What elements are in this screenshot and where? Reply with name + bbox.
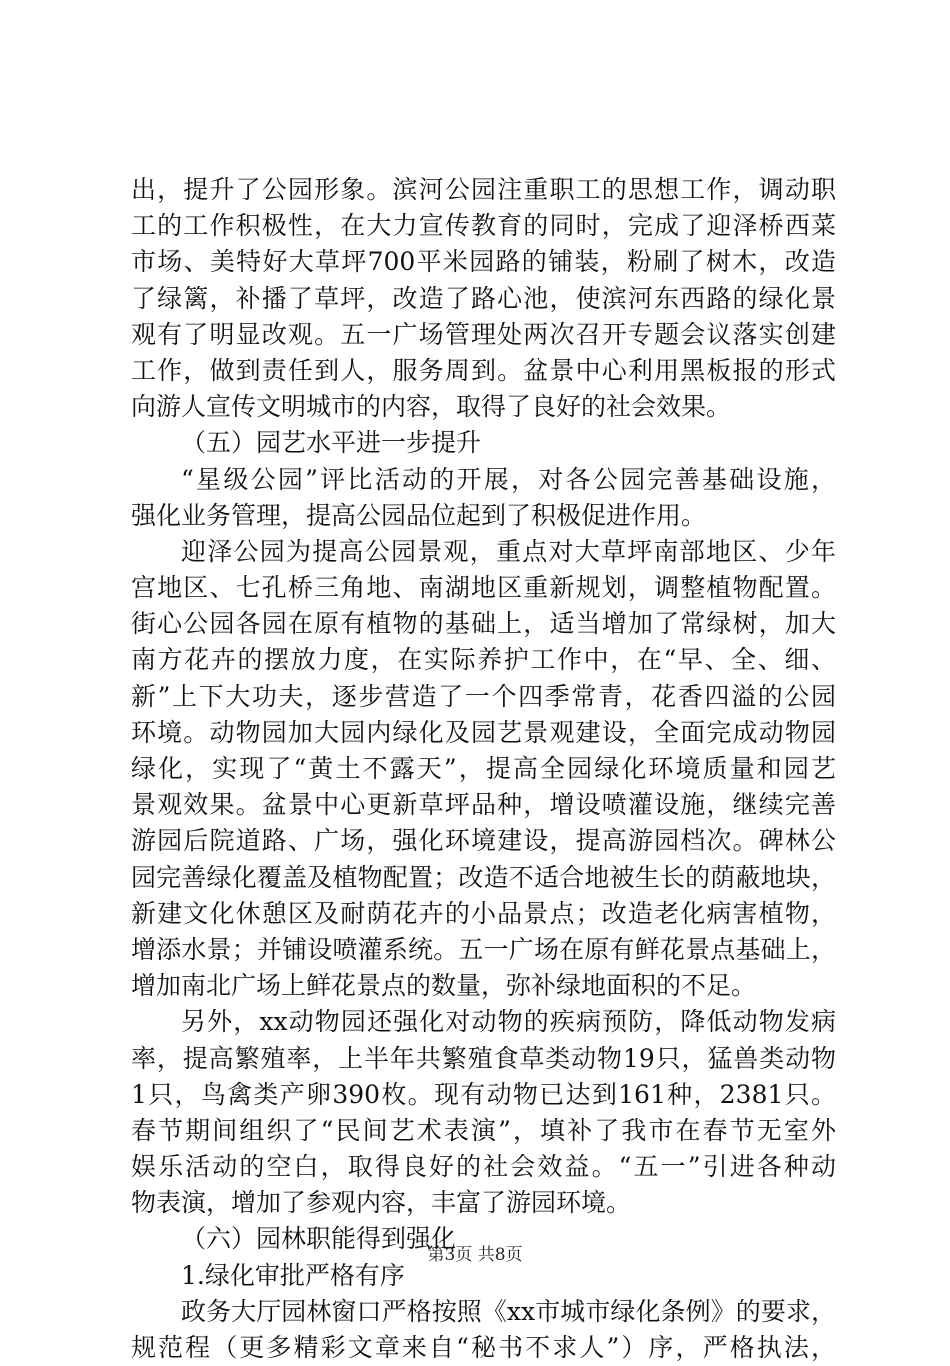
text-line: 强化业务管理，提高公园品位起到了积极促进作用。: [131, 500, 707, 530]
document-body: [131, 172, 836, 1366]
text-line: 新建文化休憩区及耐荫花卉的小品景点；改造老化病害植物，: [131, 898, 836, 928]
text-line: 向游人宣传文明城市的内容，取得了良好的社会效果。: [131, 392, 732, 422]
subsection-heading: 1.绿化审批严格有序: [181, 1260, 405, 1290]
text-line: 增添水景；并铺设喷灌系统。五一广场在原有鲜花景点基础上，: [131, 934, 836, 964]
text-line: 另外，xx动物园还强化对动物的疾病预防，降低动物发病: [181, 1007, 836, 1037]
text-line: 春节期间组织了“民间艺术表演”，填补了我市在春节无室外: [131, 1115, 836, 1145]
text-line: 游园后院道路、广场，强化环境建设，提高游园档次。碑林公: [131, 826, 836, 856]
text-line: 南方花卉的摆放力度，在实际养护工作中，在“早、全、细、: [131, 645, 836, 675]
text-line: 物表演，增加了参观内容，丰富了游园环境。: [131, 1188, 632, 1218]
text-line: 工作，做到责任到人，服务周到。盆景中心利用黑板报的形式: [131, 355, 836, 385]
text-line: “星级公园”评比活动的开展，对各公园完善基础设施，: [181, 464, 836, 494]
text-line: 率，提高繁殖率，上半年共繁殖食草类动物19只，猛兽类动物: [131, 1043, 836, 1073]
text-line: 宫地区、七孔桥三角地、南湖地区重新规划，调整植物配置。: [131, 573, 836, 603]
text-line: 绿化，实现了“黄土不露天”，提高全园绿化环境质量和园艺: [131, 754, 836, 783]
text-line: 了绿篱，补播了草坪，改造了路心池，使滨河东西路的绿化景: [131, 283, 836, 313]
text-line: 1只，鸟禽类产卵390枚。现有动物已达到161种，2381只。: [131, 1079, 836, 1109]
text-line: 增加南北广场上鲜花景点的数量，弥补绿地面积的不足。: [131, 971, 757, 1001]
text-line: 环境。动物园加大园内绿化及园艺景观建设，全面完成动物园: [131, 717, 836, 747]
text-line: 观有了明显改观。五一广场管理处两次召开专题会议落实创建: [131, 319, 836, 349]
text-line: 规范程（更多精彩文章来自“秘书不求人”）序，严格执法，: [131, 1333, 836, 1362]
text-line: 景观效果。盆景中心更新草坪品种，增设喷灌设施，继续完善: [131, 790, 836, 820]
text-line: 街心公园各园在原有植物的基础上，适当增加了常绿树，加大: [131, 609, 836, 639]
section-heading: （五）园艺水平进一步提升: [181, 428, 482, 458]
text-line: 娱乐活动的空白，取得良好的社会效益。“五一”引进各种动: [131, 1152, 836, 1182]
text-line: 园完善绿化覆盖及植物配置；改造不适合地被生长的荫蔽地块，: [131, 862, 836, 892]
text-line: 新”上下大功夫，逐步营造了一个四季常青，花香四溢的公园: [131, 681, 836, 711]
text-line: 政务大厅园林窗口严格按照《xx市城市绿化条例》的要求，: [181, 1296, 836, 1326]
section-heading: （六）园林职能得到强化: [181, 1224, 457, 1254]
text-line: 出，提升了公园形象。滨河公园注重职工的思想工作，调动职: [131, 175, 836, 204]
text-line: 市场、美特好大草坪700平米园路的铺装，粉刷了树木，改造: [131, 247, 836, 277]
page-number-footer: 第3页 共8页: [427, 1245, 523, 1265]
text-line: 迎泽公园为提高公园景观，重点对大草坪南部地区、少年: [181, 536, 836, 566]
text-line: 工的工作积极性，在大力宣传教育的同时，完成了迎泽桥西菜: [131, 211, 836, 241]
